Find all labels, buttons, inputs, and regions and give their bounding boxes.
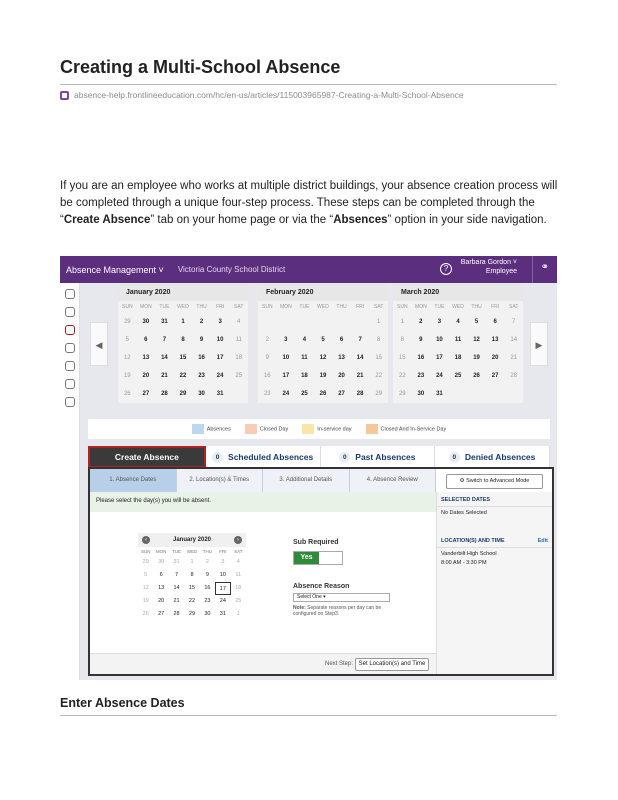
calendar-day[interactable]: 28 (161, 391, 168, 397)
calendar-day[interactable]: 29 (179, 391, 187, 397)
wizard-step[interactable]: 3. Additional Details (263, 469, 350, 492)
week-row (118, 385, 248, 403)
calendar-day[interactable]: 26 (142, 611, 149, 617)
day-name: SUN (140, 549, 151, 554)
calendar-day[interactable]: 31 (219, 611, 226, 617)
calendar-day[interactable]: 28 (356, 391, 364, 397)
calendar-day[interactable]: 18 (235, 355, 243, 361)
calendar-day[interactable]: 23 (417, 373, 425, 379)
legend-label: In-service day (317, 426, 352, 433)
calendar-day[interactable]: 4 (456, 319, 460, 325)
calendar-day[interactable]: 1 (377, 319, 381, 325)
calendar-day[interactable]: 7 (512, 319, 516, 325)
calendar-day[interactable]: 29 (123, 319, 131, 325)
calendar-day[interactable] (449, 385, 468, 403)
calendar-day[interactable]: 5 (125, 337, 129, 343)
calendar-day[interactable]: 23 (204, 598, 211, 604)
calendar-day[interactable]: 17 (216, 355, 224, 361)
calendar-day[interactable]: 15 (375, 355, 383, 361)
week-row (118, 331, 248, 349)
calendar-day[interactable] (504, 385, 523, 403)
calendar-day[interactable]: 13 (491, 337, 499, 343)
tab-label: Denied Absences (464, 452, 536, 462)
legend-swatch (245, 424, 257, 434)
day-name: WED (452, 304, 464, 310)
tab-count: 0 (212, 452, 223, 463)
tab-create-absence[interactable] (88, 446, 206, 468)
link-icon (60, 91, 69, 100)
calendar-day[interactable]: 26 (123, 391, 131, 397)
calendar-day[interactable]: 11 (301, 355, 308, 361)
absence-reason-label: Absence Reason (293, 583, 350, 590)
day-name: THU (336, 304, 347, 310)
tab-count: 0 (339, 452, 350, 463)
legend-swatch (302, 424, 314, 434)
calendar-day[interactable]: 4 (237, 319, 241, 325)
calendar-day[interactable]: 22 (179, 373, 187, 379)
calendar-day[interactable] (486, 385, 505, 403)
wizard-footer (90, 653, 436, 674)
month-title: February 2020 (258, 283, 388, 301)
day-name: SAT (234, 549, 243, 554)
calendar-day[interactable]: 30 (204, 611, 211, 617)
calendar-day[interactable]: 3 (221, 559, 225, 565)
selected-dates-heading: SELECTED DATES (437, 492, 552, 507)
calendar-day[interactable] (277, 313, 296, 331)
month-calendar (118, 283, 248, 403)
week-row (118, 313, 248, 331)
day-names (258, 301, 388, 313)
calendar-day[interactable] (351, 313, 370, 331)
month-title: March 2020 (393, 283, 523, 301)
calendar-day[interactable]: 24 (436, 373, 443, 379)
section-divider (60, 715, 557, 716)
calendar-day[interactable]: 9 (419, 337, 423, 343)
absence-tabs (88, 446, 550, 468)
calendar-day[interactable]: 19 (123, 373, 131, 379)
calendar-day[interactable]: 25 (454, 373, 462, 379)
calendar-day[interactable]: 4 (236, 559, 240, 565)
calendar-day[interactable]: 11 (454, 337, 462, 343)
app-topbar (60, 256, 557, 283)
calendar-day[interactable]: 5 (321, 337, 325, 343)
calendar-day[interactable]: 18 (301, 373, 308, 379)
calendar-day[interactable]: 21 (173, 598, 180, 604)
edit-link[interactable]: Edit (537, 538, 548, 544)
day-name: TUE (159, 304, 170, 310)
wizard-step[interactable]: 1. Absence Dates (90, 469, 177, 492)
day-name: FRI (491, 304, 500, 310)
tab-scheduled-absences[interactable] (206, 446, 321, 468)
app-title[interactable]: Absence Management ˅ (66, 264, 164, 275)
month-calendar (393, 283, 523, 403)
day-name: THU (471, 304, 482, 310)
month-title: January 2020 (118, 283, 248, 301)
day-name: TUE (299, 304, 310, 310)
day-names (138, 547, 246, 556)
wizard-steps (90, 469, 436, 492)
calendar-day[interactable]: 22 (375, 373, 383, 379)
calendar-day[interactable]: 31 (216, 391, 224, 397)
tab-count: 0 (449, 452, 460, 463)
prev-month-icon[interactable]: ‹ (142, 536, 150, 544)
calendar-day[interactable]: 2 (205, 559, 209, 565)
next-step-button[interactable]: Set Location(s) and Time (355, 658, 429, 671)
calendar-day[interactable]: 14 (173, 585, 180, 591)
calendar-day[interactable]: 1 (400, 319, 404, 325)
calendar-day[interactable]: 12 (142, 585, 149, 591)
intro-paragraph: If you are an employee who works at multiple district buildings, your absence creation process will be completed through a unique four-step process. These steps can be completed through the “Create Absence” tab on your home page or via the “Absences” option in your side navigation. (60, 180, 558, 226)
calendar-day[interactable]: 21 (161, 373, 168, 379)
calendar-day[interactable]: 8 (190, 572, 194, 578)
url-text[interactable]: absence-help.frontlineeducation.com/hc/en-us/articles/115003965987-Creating-a-Multi-School-Absence (74, 90, 464, 100)
calendar-day[interactable] (295, 313, 314, 331)
calendar-day[interactable] (467, 385, 486, 403)
day-name: SUN (122, 304, 133, 310)
instruction-text: Please select the day(s) you will be absent. (90, 492, 436, 512)
day-name: MON (155, 549, 167, 554)
calendar-day[interactable]: 3 (437, 319, 442, 325)
calendar-day[interactable]: 14 (161, 355, 168, 361)
calendar-day[interactable]: 27 (338, 391, 345, 397)
calendar-day[interactable]: 15 (188, 585, 196, 591)
calendar-day[interactable]: 18 (235, 585, 242, 591)
tab-denied-absences[interactable] (435, 446, 550, 468)
day-name: MON (280, 304, 292, 310)
calendar-day[interactable]: 23 (263, 391, 271, 397)
legend-item (366, 424, 447, 434)
legend-swatch (366, 424, 378, 434)
calendar-day[interactable]: 16 (204, 585, 211, 591)
tab-label: Past Absences (355, 452, 416, 462)
day-names (118, 301, 248, 313)
absence-reason-select[interactable]: Select One ▾ (293, 593, 390, 602)
calendar-day[interactable]: 11 (235, 572, 242, 578)
calendar-day[interactable]: 3 (218, 319, 222, 325)
sub-required-label: Sub Required (293, 539, 339, 546)
calendar-day[interactable]: 13 (338, 355, 345, 361)
day-name: WED (186, 549, 198, 554)
calendar-day[interactable]: 6 (159, 572, 163, 578)
day-name: SAT (234, 304, 244, 310)
calendar-day[interactable]: 22 (398, 373, 406, 379)
calendar-day[interactable]: 1 (190, 559, 194, 565)
legend-item (192, 424, 231, 434)
calendar-day[interactable] (314, 313, 333, 331)
settings-icon[interactable] (65, 397, 75, 407)
calendar-day[interactable]: 19 (142, 598, 149, 604)
calendar-day[interactable]: 2 (199, 319, 204, 325)
calendar-day[interactable]: 6 (339, 337, 344, 343)
calendar-day[interactable]: 15 (179, 355, 187, 361)
calendar-day[interactable]: 17 (282, 373, 290, 379)
calendar-day[interactable]: 24 (282, 391, 290, 397)
calendar-day[interactable]: 13 (142, 355, 150, 361)
next-month-arrow[interactable]: ▶ (530, 322, 548, 366)
calendar-day[interactable]: 27 (491, 373, 499, 379)
calendar-day[interactable]: 24 (216, 373, 224, 379)
calendar-day[interactable]: 24 (219, 598, 226, 604)
side-navigation (60, 283, 80, 680)
globe-icon[interactable] (65, 361, 75, 371)
calendar-day[interactable]: 27 (158, 611, 165, 617)
calendar-day[interactable]: 11 (235, 337, 242, 343)
calendar-day[interactable]: 16 (263, 373, 271, 379)
week-row (118, 367, 248, 385)
calendar-day[interactable]: 27 (142, 391, 150, 397)
day-name: TUE (434, 304, 445, 310)
calendar-day[interactable]: 6 (493, 319, 497, 325)
calendar-day[interactable]: 19 (473, 355, 480, 361)
tab-label: Create Absence (114, 452, 179, 462)
week-row (393, 313, 523, 331)
calendar-day[interactable]: 29 (188, 611, 196, 617)
calendar-day[interactable]: 5 (144, 572, 148, 578)
calendar-day[interactable]: 20 (491, 355, 499, 361)
week-row (258, 331, 388, 349)
calendar-day[interactable]: 10 (282, 355, 290, 361)
create-absence-panel (88, 467, 554, 676)
calendar-day[interactable]: 30 (417, 391, 425, 397)
calendar-day[interactable]: 30 (158, 559, 165, 565)
day-name: FRI (219, 549, 227, 554)
calendar-day[interactable]: 19 (319, 373, 327, 379)
calendar-day[interactable]: 14 (356, 355, 364, 361)
prev-month-arrow[interactable]: ◀ (90, 322, 108, 366)
sub-required-toggle[interactable]: Yes (293, 551, 343, 565)
week-row (138, 569, 246, 582)
calendar-day[interactable]: 21 (356, 373, 364, 379)
user-menu[interactable]: Barbara Gordon ˅ Employee (460, 259, 517, 275)
people-icon[interactable] (65, 379, 75, 389)
legend-swatch (192, 424, 204, 434)
day-name: WED (177, 304, 189, 310)
week-row (258, 313, 388, 331)
day-name: FRI (356, 304, 365, 310)
bell-icon[interactable]: ⚭ (540, 262, 549, 273)
week-row (138, 582, 246, 595)
calendar-day[interactable]: 8 (181, 337, 185, 343)
legend-item (302, 424, 351, 434)
location-name: Vanderbilt High School (441, 551, 497, 557)
calendar-day[interactable] (229, 385, 248, 403)
calendar-day[interactable]: 20 (338, 373, 345, 379)
day-name: MON (415, 304, 427, 310)
calendar-day[interactable]: 1 (181, 319, 185, 325)
calendar-day[interactable]: 2 (265, 337, 269, 343)
calendar-day[interactable] (258, 313, 277, 331)
calendar-day[interactable]: 2 (419, 319, 423, 325)
calendar-day[interactable]: 18 (454, 355, 462, 361)
calendar-day[interactable]: 25 (301, 391, 308, 397)
day-name: FRI (216, 304, 225, 310)
district-name: Victoria County School District (177, 265, 286, 274)
day-name: SUN (262, 304, 273, 310)
tab-past-absences[interactable] (321, 446, 436, 468)
week-row (118, 349, 248, 367)
day-name: SAT (509, 304, 519, 310)
calendar-day[interactable]: 8 (377, 337, 381, 343)
calendar-day[interactable]: 25 (235, 373, 243, 379)
day-name: TUE (172, 549, 182, 554)
calendar-day[interactable]: 29 (375, 391, 383, 397)
tab-label: Scheduled Absences (228, 452, 314, 462)
calendar-day[interactable]: 20 (142, 373, 150, 379)
calendar-day[interactable]: 30 (142, 319, 150, 325)
calendar-day[interactable]: 31 (436, 391, 443, 397)
day-names (393, 301, 523, 313)
calendar-day[interactable]: 29 (142, 559, 149, 565)
calendar-day[interactable]: 6 (144, 337, 148, 343)
calendar-day[interactable]: 26 (473, 373, 480, 379)
week-row (393, 385, 523, 403)
calendar-day[interactable]: 31 (161, 319, 168, 325)
calendar-icon[interactable] (65, 325, 75, 335)
calendar-day[interactable]: 20 (158, 598, 165, 604)
week-row (393, 349, 523, 367)
calendar-day[interactable]: 12 (123, 355, 131, 361)
calendar-day[interactable]: 31 (173, 559, 180, 565)
calendar-day[interactable]: 12 (473, 337, 480, 343)
calendar-day[interactable]: 13 (158, 585, 165, 591)
calendar-day[interactable]: 8 (400, 337, 404, 343)
calendar-day[interactable]: 16 (198, 355, 205, 361)
calendar-day[interactable]: 15 (398, 355, 406, 361)
summary-panel (436, 492, 552, 674)
legend-label: Absences (206, 426, 231, 433)
week-row (138, 608, 246, 621)
locations-heading: LOCATION(S) AND TIME Edit (437, 533, 552, 548)
calendar-day[interactable]: 9 (265, 355, 269, 361)
calendar-day[interactable]: 25 (235, 598, 242, 604)
week-row (138, 595, 246, 608)
advanced-mode-button[interactable]: ⚙ Switch to Advanced Mode (446, 474, 543, 489)
title-divider (60, 84, 557, 85)
calendar-day[interactable]: 23 (198, 373, 205, 379)
calendar-day[interactable]: 10 (216, 337, 224, 343)
calendar-day[interactable]: 16 (417, 355, 425, 361)
calendar-day[interactable]: 1 (236, 611, 240, 617)
calendar-day[interactable]: 17 (436, 355, 443, 361)
mini-month-label: January 2020 (172, 537, 212, 543)
week-row (393, 367, 523, 385)
calendar-day[interactable]: 9 (205, 572, 209, 578)
calendar-day[interactable]: 5 (474, 319, 479, 325)
calendar-day[interactable]: 4 (302, 337, 307, 343)
day-name: THU (196, 304, 207, 310)
chat-icon[interactable] (65, 343, 75, 353)
calendar-day[interactable]: 10 (219, 572, 226, 578)
selected-dates-value: No Dates Selected (441, 510, 487, 516)
article-url[interactable] (60, 90, 464, 100)
wizard-step[interactable]: 2. Location(s) & Times (177, 469, 264, 492)
home-icon[interactable] (65, 307, 75, 317)
section-heading: Enter Absence Dates (60, 696, 185, 710)
calendar-day[interactable]: 28 (173, 611, 180, 617)
topbar-divider (532, 256, 533, 283)
legend-label: Closed Day (259, 426, 289, 433)
app-screenshot (60, 256, 557, 680)
calendar-day[interactable] (332, 313, 351, 331)
day-name: SAT (374, 304, 384, 310)
day-name: SUN (397, 304, 408, 310)
month-calendar (258, 283, 388, 403)
calendar-day[interactable]: 10 (436, 337, 443, 343)
calendar-legend (88, 419, 550, 439)
date-picker (138, 533, 246, 621)
calendar-day[interactable]: 30 (198, 391, 205, 397)
location-time: 8:00 AM - 3:30 PM (441, 560, 487, 566)
calendar-day[interactable]: 21 (510, 355, 518, 361)
week-row (138, 556, 246, 569)
week-row (258, 349, 388, 367)
help-icon[interactable]: ? (440, 263, 452, 275)
calendar-day[interactable]: 12 (319, 355, 327, 361)
calendar-day[interactable]: 7 (175, 572, 179, 578)
day-name: MON (140, 304, 152, 310)
next-step-label: Next Step: (324, 661, 353, 667)
legend-item (245, 424, 288, 434)
calendar-day[interactable]: 7 (358, 337, 362, 343)
reason-note: Note: Separate reasons per day can be configured on Step3. (293, 605, 382, 617)
calendar-day[interactable]: 3 (284, 337, 288, 343)
day-name: THU (202, 549, 213, 554)
article-title: Creating a Multi-School Absence (60, 57, 341, 77)
calendar-day[interactable]: 26 (319, 391, 327, 397)
week-row (258, 367, 388, 385)
mini-month-title (138, 533, 246, 547)
calendar-day[interactable]: 22 (188, 598, 196, 604)
week-row (258, 385, 388, 403)
clock-icon[interactable] (65, 289, 75, 299)
calendar-day[interactable]: 28 (510, 373, 518, 379)
day-name: WED (317, 304, 329, 310)
calendar-day[interactable]: 7 (162, 337, 167, 343)
calendar-day[interactable]: 17 (215, 582, 230, 595)
calendar-day[interactable]: 9 (199, 337, 204, 343)
legend-label: Closed And In-Service Day (380, 426, 447, 433)
calendar-day[interactable]: 14 (510, 337, 518, 343)
calendar-day[interactable]: 29 (398, 391, 406, 397)
week-row (393, 331, 523, 349)
next-month-icon[interactable]: › (234, 536, 242, 544)
wizard-step[interactable]: 4. Absence Review (350, 469, 437, 492)
